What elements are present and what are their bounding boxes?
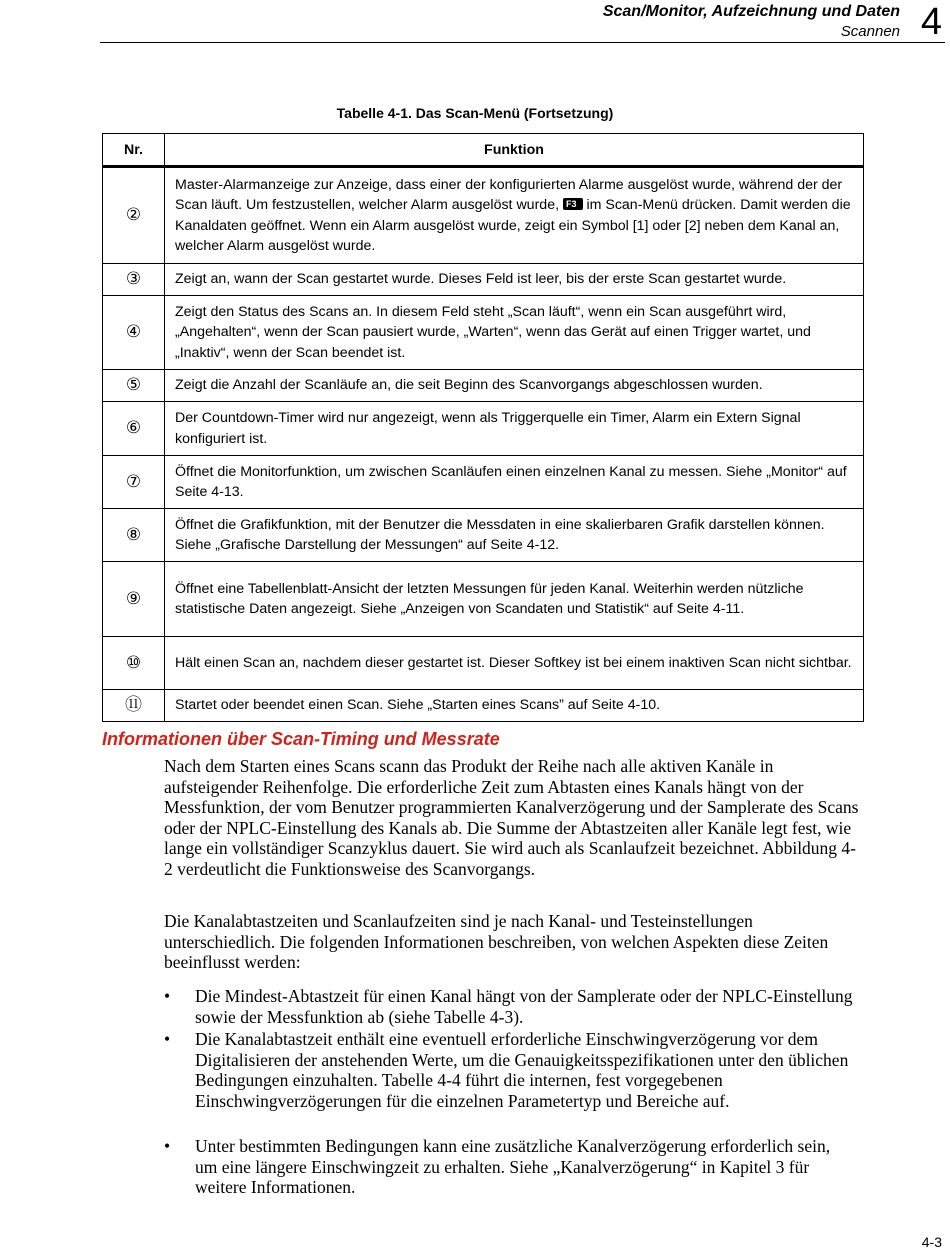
table-header-row xyxy=(103,134,864,167)
row-number: ④ xyxy=(103,296,165,370)
row-function: Der Countdown-Timer wird nur angezeigt, wenn als Triggerquelle ein Timer, Alarm ein Extern Signal konfiguriert ist. xyxy=(165,402,864,456)
scan-menu-table xyxy=(102,133,864,722)
table-row xyxy=(103,296,864,370)
paragraph xyxy=(164,911,864,973)
table-row xyxy=(103,562,864,637)
header-rule xyxy=(100,42,945,43)
table-caption: Tabelle 4-1. Das Scan-Menü (Fortsetzung) xyxy=(336,105,614,121)
bullet-text: Die Mindest-Abtastzeit für einen Kanal hängt von der Samplerate oder der NPLC-Einstellung sowie der Messfunktion ab (siehe Tabelle 4-3). xyxy=(195,986,853,1027)
table-row xyxy=(103,690,864,722)
row-function: Öffnet die Monitorfunktion, um zwischen Scanläufen einen einzelnen Kanal zu messen. Siehe „Monitor“ auf Seite 4-13. xyxy=(165,456,864,509)
table-row xyxy=(103,456,864,509)
bullet-icon: • xyxy=(164,1136,171,1156)
chapter-number: 4 xyxy=(920,1,942,43)
row-number: ⑤ xyxy=(103,370,165,402)
row-number: ⑩ xyxy=(103,637,165,690)
table-row xyxy=(103,370,864,402)
table-row xyxy=(103,167,864,264)
table-row xyxy=(103,264,864,296)
bullet-item xyxy=(164,1136,854,1198)
table-row xyxy=(103,509,864,562)
bullet-item xyxy=(164,986,854,1027)
row-number: ⑧ xyxy=(103,509,165,562)
row-number: ③ xyxy=(103,264,165,296)
row-function xyxy=(165,167,864,264)
row-function: Öffnet eine Tabellenblatt-Ansicht der letzten Messungen für jeden Kanal. Weiterhin werden nützliche statistische Daten angezeigt. Siehe „Anzeigen von Scandaten und Statistik“ auf Seite 4-11. xyxy=(165,562,864,637)
header-subtitle: Scannen xyxy=(840,23,900,40)
paragraph xyxy=(164,756,864,880)
column-header-nr: Nr. xyxy=(103,134,165,167)
f3-key-icon: F3 xyxy=(563,198,583,210)
row-function: Zeigt an, wann der Scan gestartet wurde. Dieses Feld ist leer, bis der erste Scan gestartet wurde. xyxy=(165,264,864,296)
row-number: ⑥ xyxy=(103,402,165,456)
bullet-icon: • xyxy=(164,1029,171,1049)
row-number: ⑦ xyxy=(103,456,165,509)
bullet-text: Die Kanalabtastzeit enthält eine eventuell erforderliche Einschwingverzögerung vor dem Digitalisieren der anstehenden Werte, um die Genauigkeitsspezifikationen unter den üblichen Bedingungen einzuhalten. Tabelle 4-4 führt die internen, fest vorgegebenen Einschwingverzögerungen für die einzelnen Parametertyp und Bereiche auf. xyxy=(195,1029,849,1111)
row-function: Zeigt die Anzahl der Scanläufe an, die seit Beginn des Scanvorgangs abgeschlossen wurden. xyxy=(165,370,864,402)
bullet-text: Unter bestimmten Bedingungen kann eine zusätzliche Kanalverzögerung erforderlich sein, um eine längere Einschwingzeit zu erhalten. Siehe „Kanalverzögerung“ in Kapitel 3 für weitere Informationen. xyxy=(195,1136,831,1198)
page-number: 4-3 xyxy=(921,1234,942,1250)
row-function: Startet oder beendet einen Scan. Siehe „Starten eines Scans” auf Seite 4-10. xyxy=(165,690,864,722)
row-number: ⑨ xyxy=(103,562,165,637)
row-number: ② xyxy=(103,167,165,264)
bullet-item xyxy=(164,1029,854,1111)
paragraph-text: Die Kanalabtastzeiten und Scanlaufzeiten sind je nach Kanal- und Testeinstellungen unterschiedlich. Die folgenden Informationen beschreiben, von welchen Aspekten diese Zeiten beeinflusst werden: xyxy=(164,911,829,973)
table-row xyxy=(103,402,864,456)
header-title: Scan/Monitor, Aufzeichnung und Daten xyxy=(602,3,900,20)
bullet-icon: • xyxy=(164,986,171,1006)
row-text: Master-Alarmanzeige zur Anzeige, dass einer der konfigurierten Alarme ausgelöst wurde, während der der Scan läuft. Um festzustellen, welcher Alarm ausgelöst wurde, xyxy=(175,176,843,213)
column-header-function: Funktion xyxy=(165,134,864,167)
row-function: Zeigt den Status des Scans an. In diesem Feld steht „Scan läuft“, wenn ein Scan ausgeführt wird, „Angehalten“, wenn der Scan pausiert wurde, „Warten“, wenn das Gerät auf einen Trigger wartet, und „Inaktiv“, wenn der Scan beendet ist. xyxy=(165,296,864,370)
paragraph-text: Nach dem Starten eines Scans scann das Produkt der Reihe nach alle aktiven Kanäle in aufsteigender Reihenfolge. Die erforderliche Zeit zum Abtasten eines Kanals hängt von der Messfunktion, der vom Benutzer programmierten Kanalverzögerung und der Samplerate des Scans oder der NPLC-Einstellung des Kanals ab. Die Summe der Abtastzeiten aller Kanäle legt fest, wie lange ein vollständiger Scanzyklus dauert. Sie wird auch als Scanlaufzeit bezeichnet. Abbildung 4-2 verdeutlicht die Funktionsweise des Scanvorgangs. xyxy=(164,756,859,879)
section-heading: Informationen über Scan-Timing und Messrate xyxy=(102,729,500,749)
table-row xyxy=(103,637,864,690)
row-function: Öffnet die Grafikfunktion, mit der Benutzer die Messdaten in eine skalierbaren Grafik darstellen können. Siehe „Grafische Darstellung der Messungen“ auf Seite 4-12. xyxy=(165,509,864,562)
row-number: ⑪ xyxy=(103,690,165,722)
row-text: im Scan-Menü drücken. Damit werden die Kanaldaten geöffnet. Wenn ein Alarm ausgelöst wurde, zeigt ein Symbol [1] oder [2] neben dem Kanal an, welcher Alarm ausgelöst wurde. xyxy=(175,197,851,254)
row-function: Hält einen Scan an, nachdem dieser gestartet ist. Dieser Softkey ist bei einem inaktiven Scan nicht sichtbar. xyxy=(165,637,864,690)
